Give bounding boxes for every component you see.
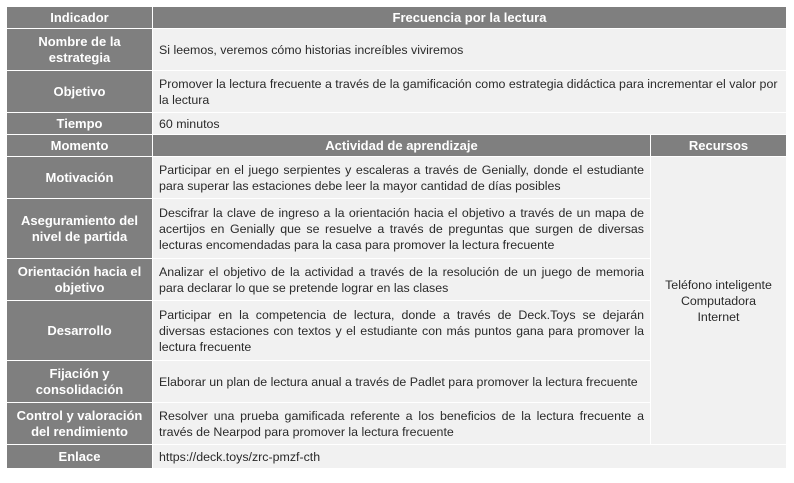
table-row xyxy=(7,445,787,469)
moment-activity: Participar en la competencia de lectura, donde a través de Deck.Toys se dejarán diversas estaciones con textos y el estudiante con más puntos gana para promover la lectura frecuente xyxy=(153,301,651,361)
row-value: Promover la lectura frecuente a través de la gamificación como estrategia didáctica para incrementar el valor por la lectura xyxy=(153,71,787,113)
strategy-table xyxy=(6,6,787,469)
row-value: Si leemos, veremos cómo historias increíbles viviremos xyxy=(153,29,787,71)
moment-label: Control y valoración del rendimiento xyxy=(7,403,153,445)
moment-label: Desarrollo xyxy=(7,301,153,361)
header-recursos: Recursos xyxy=(651,135,787,157)
moment-label: Orientación hacia el objetivo xyxy=(7,259,153,301)
moment-label: Motivación xyxy=(7,157,153,199)
link-label: Enlace xyxy=(7,445,153,469)
header-actividad: Actividad de aprendizaje xyxy=(153,135,651,157)
row-value: 60 minutos xyxy=(153,113,787,135)
table-row xyxy=(7,71,787,113)
moment-activity: Descifrar la clave de ingreso a la orientación hacia el objetivo a través de un mapa de acertijos en Genially que se resuelve a través de preguntas que surgen de diversas lecturas encomendadas para la casa para promover la lectura frecuente xyxy=(153,199,651,259)
moment-label: Aseguramiento del nivel de partida xyxy=(7,199,153,259)
table-row xyxy=(7,113,787,135)
resource-item: Teléfono inteligente xyxy=(665,277,772,292)
moment-activity: Participar en el juego serpientes y escaleras a través de Genially, donde el estudiante para superar las estaciones debe leer la mayor cantidad de días posibles xyxy=(153,157,651,199)
moment-label: Fijación y consolidación xyxy=(7,361,153,403)
moment-activity: Analizar el objetivo de la actividad a través de la resolución de un juego de memoria para declarar lo que se pretende lograr en las clases xyxy=(153,259,651,301)
row-label: Nombre de la estrategia xyxy=(7,29,153,71)
table-header-row xyxy=(7,7,787,29)
row-label: Tiempo xyxy=(7,113,153,135)
moment-activity: Elaborar un plan de lectura anual a través de Padlet para promover la lectura frecuente xyxy=(153,361,651,403)
table-row xyxy=(7,29,787,71)
header-momento: Momento xyxy=(7,135,153,157)
resource-item: Computadora xyxy=(680,293,757,308)
table-row xyxy=(7,157,787,199)
moment-activity: Resolver una prueba gamificada referente a los beneficios de la lectura frecuente a través de Nearpod para promover la lectura frecuente xyxy=(153,403,651,445)
header-title: Frecuencia por la lectura xyxy=(153,7,787,29)
row-label: Objetivo xyxy=(7,71,153,113)
resource-item: Internet xyxy=(697,309,740,324)
resources-cell xyxy=(651,157,787,445)
link-value[interactable]: https://deck.toys/zrc-pmzf-cth xyxy=(153,445,787,469)
header-indicador: Indicador xyxy=(7,7,153,29)
section-header-row xyxy=(7,135,787,157)
